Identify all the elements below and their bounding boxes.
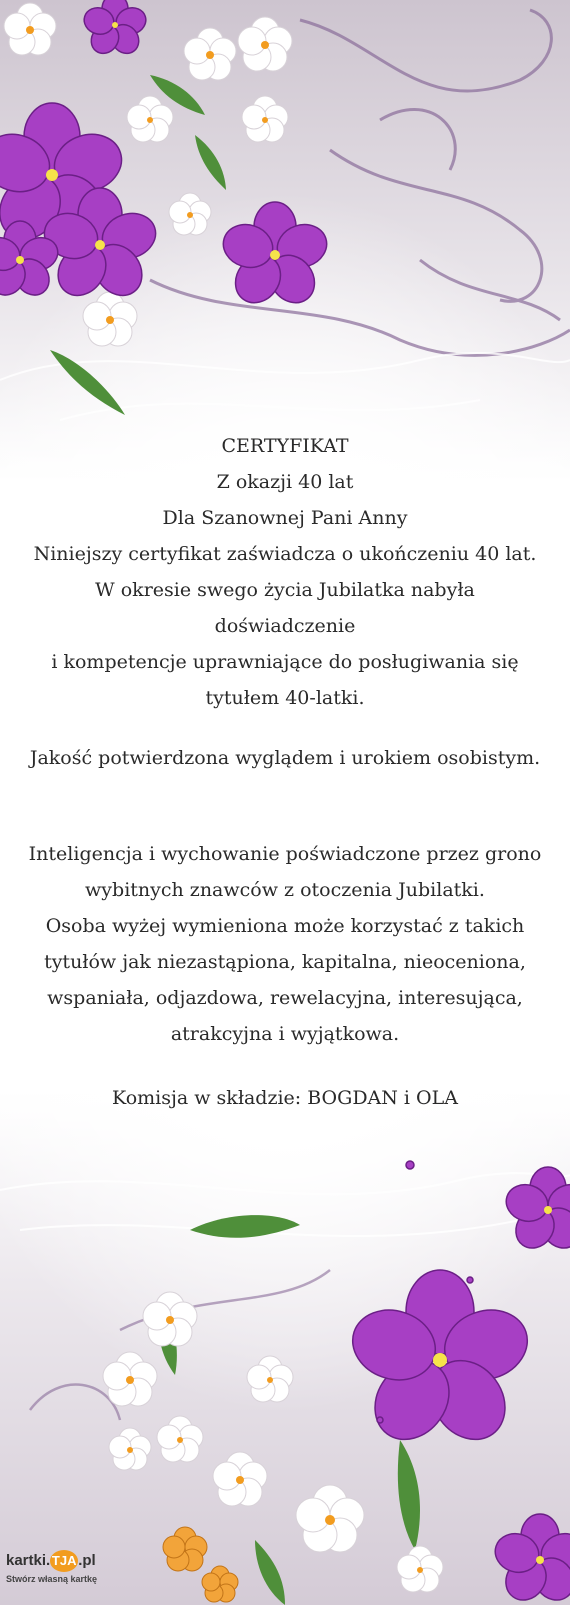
certificate-line: Niniejszy certyfikat zaświadcza o ukończeniu 40 lat. [33,543,537,565]
logo-domain: .pl [78,1552,96,1569]
certificate-line: W okresie swego życia Jubilatka nabyła [95,579,475,601]
certificate-line: i kompetencje uprawniające do posługiwania się [51,651,519,673]
certificate-line: tytułem 40-latki. [205,687,365,709]
titles-line: Osoba wyżej wymieniona może korzystać z takich [45,915,525,937]
recipient-line: Dla Szanownej Pani Anny [162,507,408,529]
logo-tagline: Stwórz własną kartkę [6,1574,98,1584]
quality-line: Jakość potwierdzona wyglądem i urokiem osobistym. [29,747,541,769]
logo-brand-text: kartki. [6,1552,51,1569]
bottom-floral-decoration [0,1150,570,1605]
intelligence-line: wybitnych znawców z otoczenia Jubilatki. [85,879,485,901]
occasion-line: Z okazji 40 lat [216,471,354,493]
top-floral-decoration [0,0,570,440]
intelligence-line: Inteligencja i wychowanie poświadczone przez grono [28,843,542,865]
logo-bubble: TJA [50,1550,78,1572]
logo-brand [6,1550,120,1572]
titles-line: tytułów jak niezastąpiona, kapitalna, nieoceniona, [44,951,526,973]
titles-line: wspaniała, odjazdowa, rewelacyjna, interesująca, [47,987,523,1009]
kartki-logo[interactable] [6,1550,120,1600]
titles-line: atrakcyjna i wyjątkowa. [170,1023,400,1045]
certificate-title: CERTYFIKAT [221,435,349,457]
certificate-line: doświadczenie [214,615,356,637]
commission-line: Komisja w składzie: BOGDAN i OLA [112,1087,458,1109]
certificate-text [20,428,550,1116]
